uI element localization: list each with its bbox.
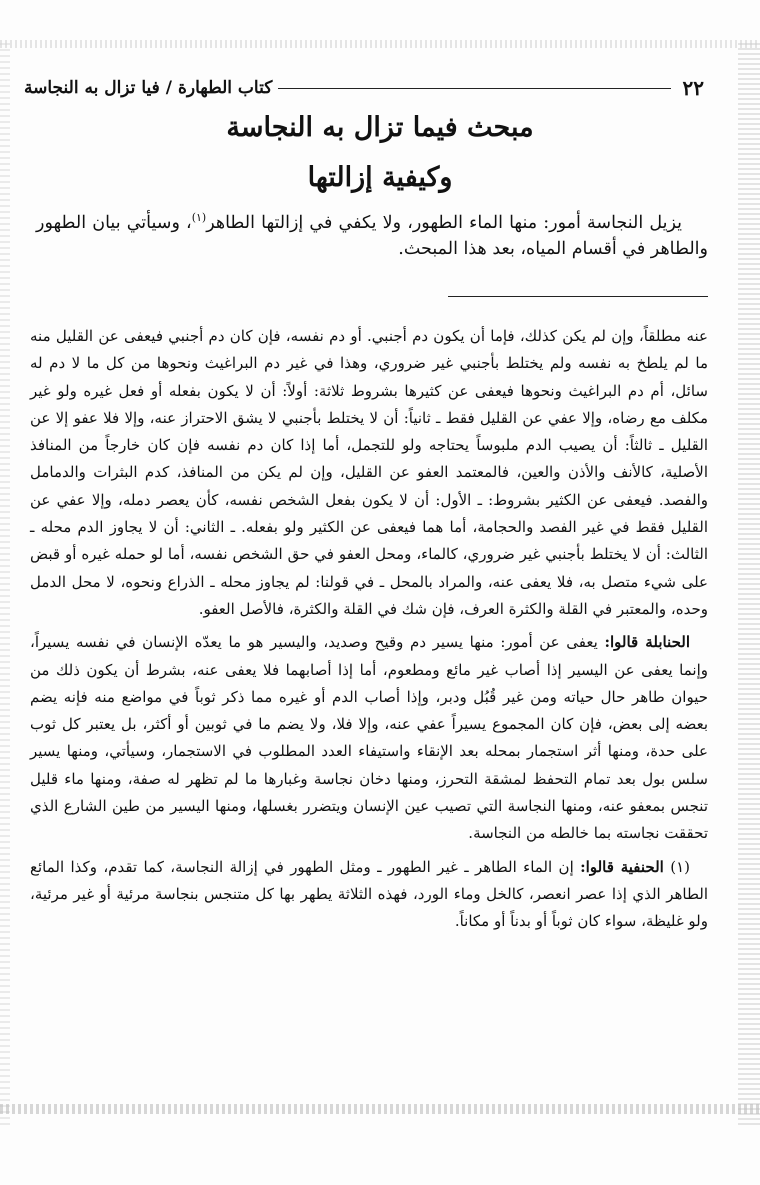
chapter-subtitle: وكيفية إزالتها (307, 162, 453, 193)
running-header (24, 74, 704, 102)
scan-noise-top (0, 40, 760, 48)
main-paragraph (36, 210, 708, 262)
scan-noise-left (0, 40, 10, 1125)
header-book-title: كتاب الطهارة (178, 78, 273, 98)
footnote-hanabila-text: يعفى عن أمور: منها يسير دم وقيح وصديد، واليسير هو ما يعدّه الإنسان في نفسه يسيراً، وإنما يعفى عن اليسير إذا أصاب غير مائع ومطعوم، أما إذا أصابهما فلا يعفى عنه، بشرط أن يكون ذلك من حيوان طاهر حال حياته ومن غير قُبُل ودبر، وإذا أصاب الدم أو غيره مما ذكر ثوباً في مواضع منه فإنه يضم بعضه إلى بعض، فإن كان المجموع يسيراً عفي عنه، وإلا فلا، ولا يضم ما في ثوبين أو أكثر، بل يعتبر كل ثوب على حدة، ومنها أثر استجمار بمحله بعد الإنقاء واستيفاء العدد المطلوب في الاستجمار، وسيأتي، ومنها يسير سلس بول بعد تمام التحفظ لمشقة التحرز، ومنها دخان نجاسة وغبارها ما لم تظهر له صفة، ومنها ماء قليل تنجس بمعفو عنه، ومنها النجاسة التي تصيب عين الإنسان ويتضرر بغسلها، ومنها اليسير من طين الشارع الذي تحققت نجاسته بما خالطه من النجاسة. (30, 633, 708, 843)
footnote-1 (30, 854, 708, 936)
footnote-continuation: عنه مطلقاً، وإن لم يكن كذلك، فإما أن يكون دم أجنبي. أو دم نفسه، فإن كان دم أجنبي فيعفى عن القليل منه ما لم يلطخ به نفسه ولم يختلط بأجنبي غير ضروري، وهذا في غير دم البراغيث ونحوها من كل ما لا دم له سائل، أم دم البراغيث ونحوها فيعفى عن كثيرها بشروط ثلاثة: أولاً: أن لا يكون بفعله أو فعل غيره ولو غير مكلف مع رضاه، وإلا عفي عن القليل فقط ـ ثانياً: أن لا يختلط بأجنبي لا يشق الاحتراز عنه، وإلا فلا عفو إلا عن القليل ـ ثالثاً: أن يصيب الدم ملبوساً يحتاجه ولو للتجمل، أما إذا كان دم نفسه فإن كان خارجاً من المنافذ الأصلية، كالأنف والأذن والعين، فالمعتمد العفو عن القليل، وإن لم يكن من المنافذ، كدم البثرات والدمامل والفصد. فيعفى عن الكثير بشروط: ـ الأول: أن لا يكون بفعل الشخص نفسه، كأن يعصر دمله، وإلا عفي عن القليل فقط في غير الفصد والحجامة، أما هما فيعفى عن الكثير ولو بفعله. ـ الثاني: أن لا يجاوز الدم محله ـ الثالث: أن لا يختلط بأجنبي غير ضروري، كالماء، ومحل العفو في حق الشخص نفسه، أما لو حمله غيره أو قبض على شيء متصل به، فلا يعفى عنه، والمراد بالمحل ـ في قولنا: لم يجاوز محله ـ الذراع ونحوه، لا محل الدمل وحده، والمعتبر في القلة والكثرة العرف، فإن شك في القلة والكثرة، فالأصل العفو. (30, 327, 708, 618)
header-section-title: فيا تزال به النجاسة (24, 78, 160, 98)
header-rule (278, 88, 670, 89)
footnote-hanafiya-text: إن الماء الطاهر ـ غير الطهور ـ ومثل الطهور في إزالة النجاسة، كما تقدم، وكذا المائع الطاهر الذي إذا عصر انعصر، كالخل وماء الورد، فهذه الثلاثة يطهر بها كل متنجس بنجاسة مرئية أو غير مرئية، ولو غليظة، سواء كان ثوباً أو بدناً أو مكاناً. (30, 857, 708, 931)
main-text-part2: ، وسيأتي بيان الطهور والطاهر في أقسام المياه، بعد هذا المبحث. (36, 213, 708, 259)
chapter-title: مبحث فيما تزال به النجاسة (226, 112, 534, 143)
footnote-divider (448, 296, 708, 297)
footnote-hanabila (30, 629, 708, 847)
header-separator: / (165, 78, 172, 98)
scan-noise-right (738, 40, 760, 1125)
footnote-reference[interactable]: (١) (191, 211, 207, 225)
madhab-label-hanabila: الحنابلة قالوا: (604, 633, 691, 652)
footnotes-section (30, 323, 708, 936)
main-text-part1: يزيل النجاسة أمور: منها الماء الطهور، ولا يكفي في إزالتها الطاهر (206, 213, 682, 233)
page-number: ٢٢ (682, 76, 704, 100)
footnote-number: (١) (670, 857, 690, 876)
scan-noise-bottom (0, 1104, 760, 1114)
madhab-label-hanafiya: الحنفية قالوا: (580, 857, 664, 876)
